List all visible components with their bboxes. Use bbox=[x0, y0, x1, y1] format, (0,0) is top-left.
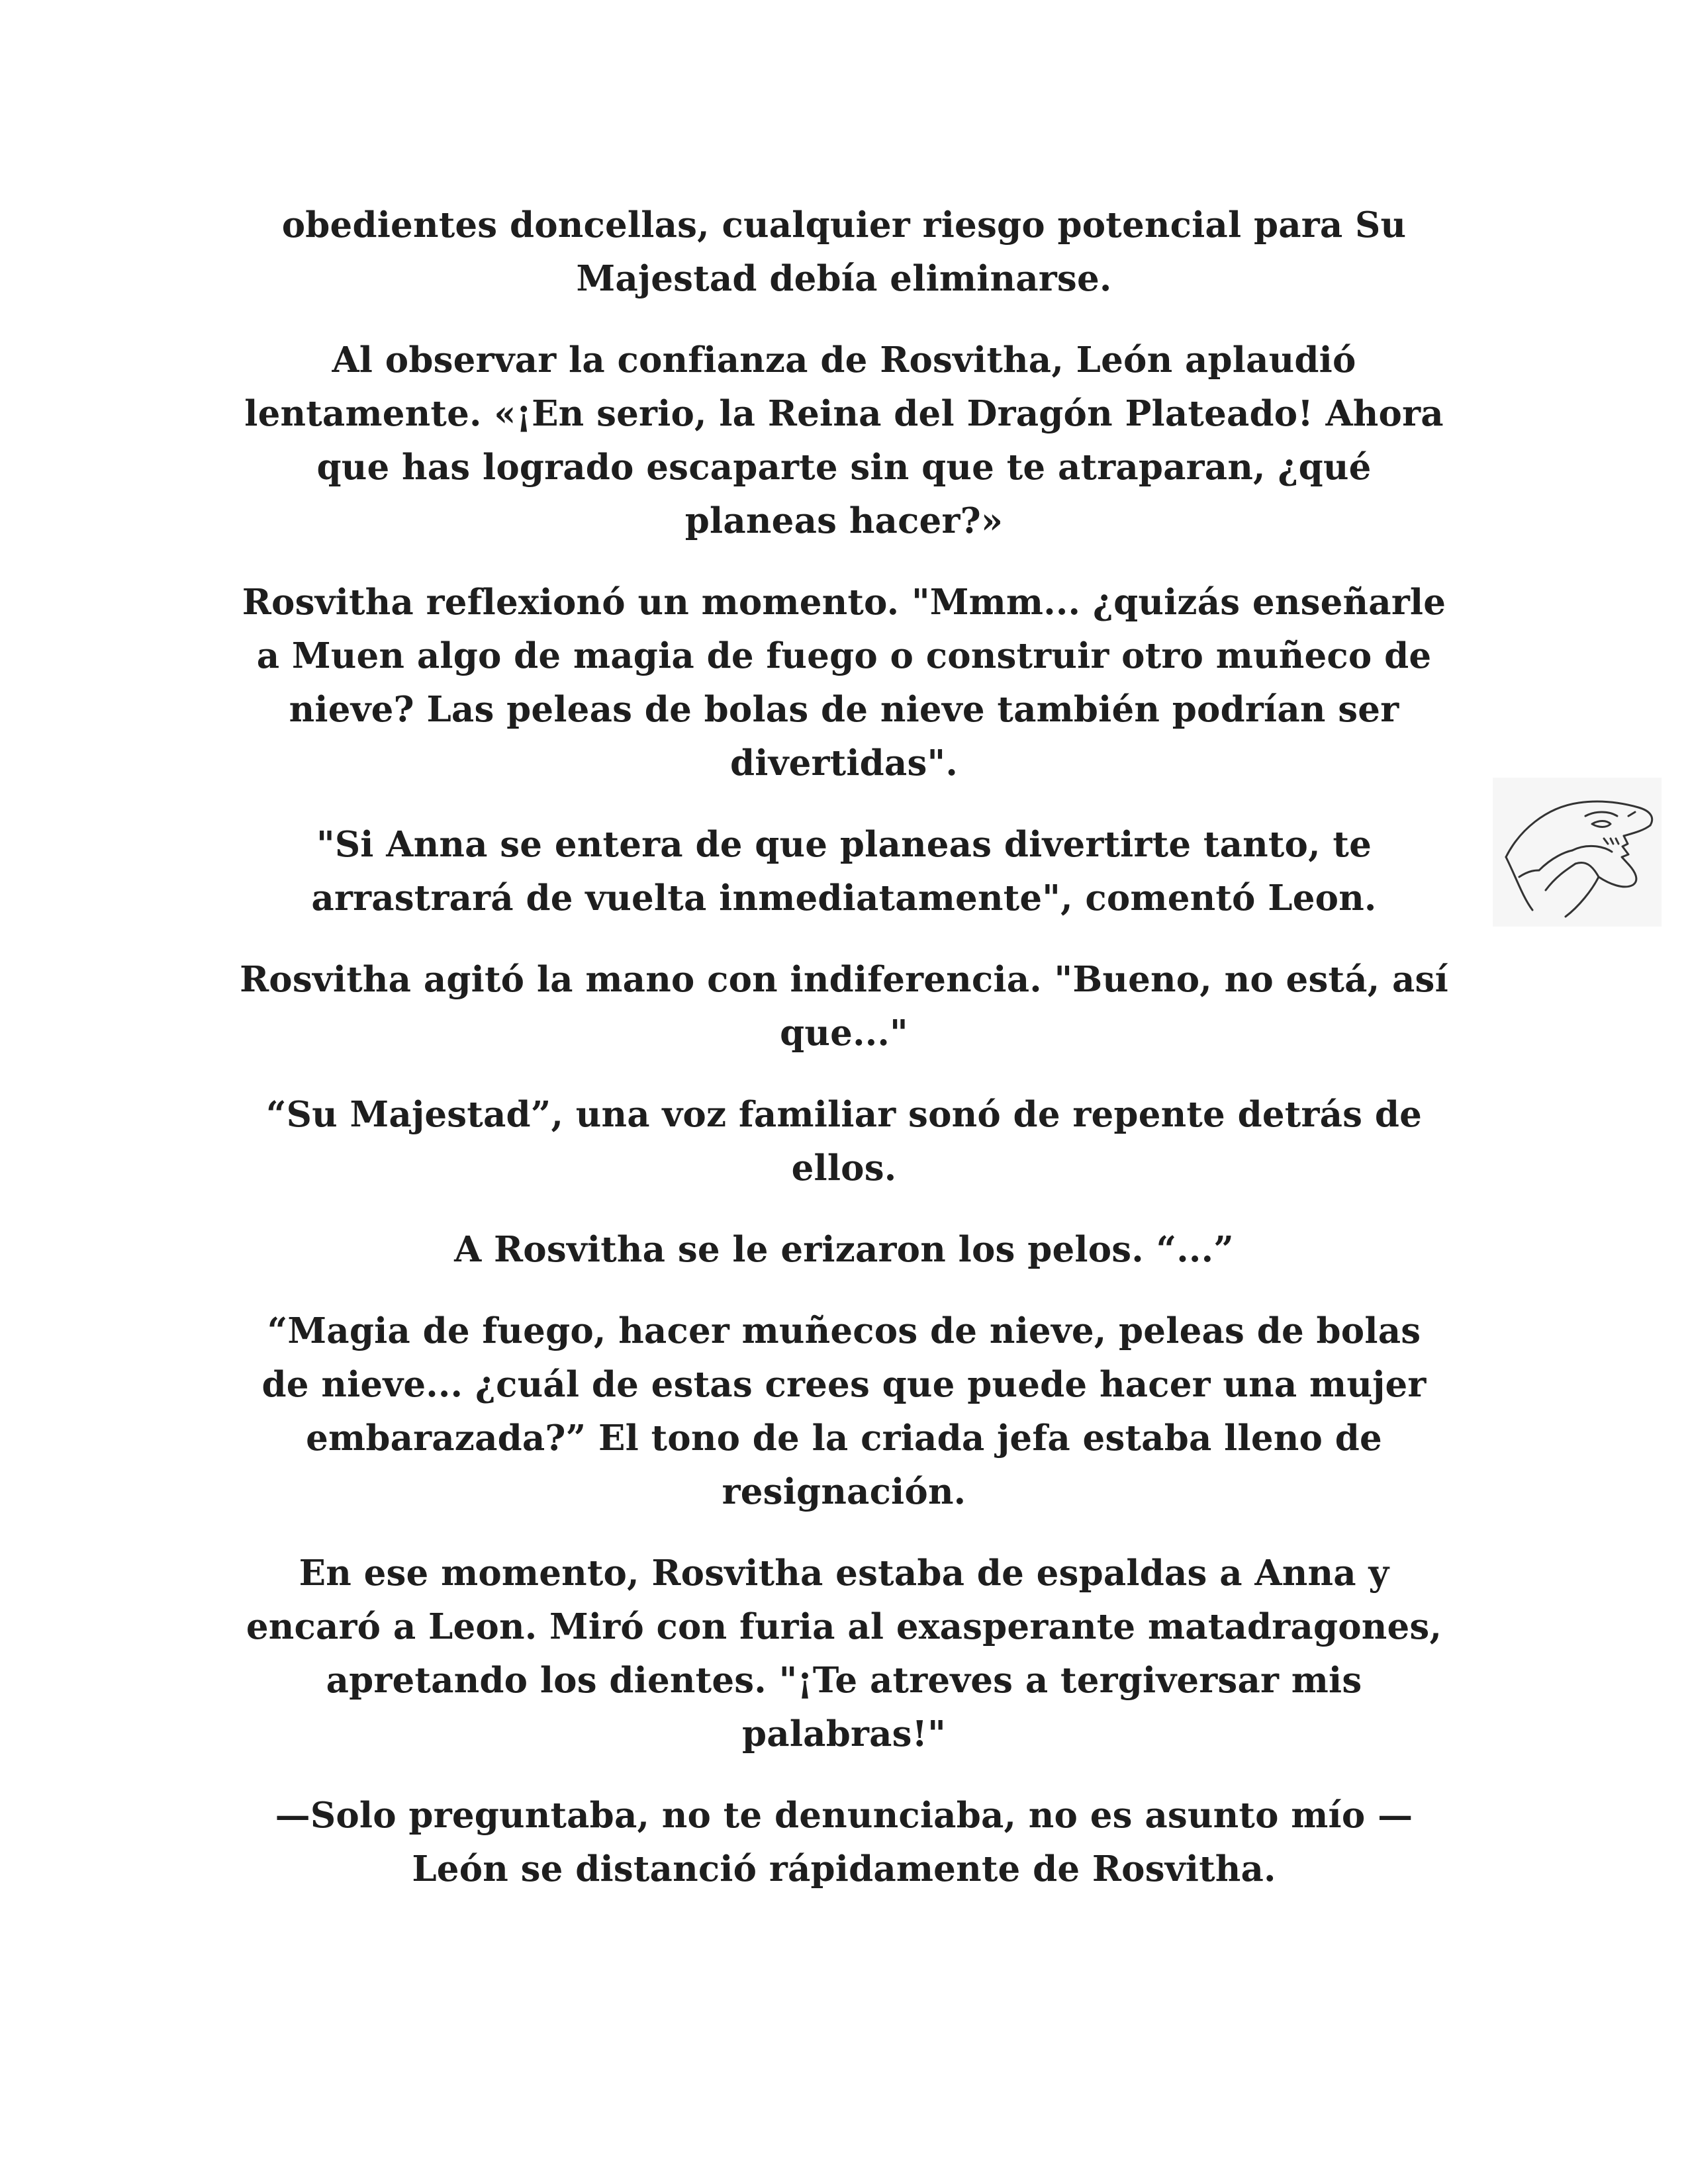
paragraph-7: A Rosvitha se le erizaron los pelos. “...” bbox=[454, 1229, 1234, 1270]
paragraph-10: —Solo preguntaba, no te denunciaba, no es asunto mío —León se distanció rápidamente de Rosvitha. bbox=[275, 1795, 1413, 1889]
paragraph-8: “Magia de fuego, hacer muñecos de nieve, peleas de bolas de nieve... ¿cuál de estas crees que puede hacer una mujer embarazada?” El tono de la criada jefa estaba lleno de resignación. bbox=[261, 1310, 1427, 1512]
paragraph-1: obedientes doncellas, cualquier riesgo potencial para Su Majestad debía eliminarse. bbox=[281, 205, 1407, 299]
paragraph-4: "Si Anna se entera de que planeas divertirte tanto, te arrastrará de vuelta inmediatamente", comentó Leon. bbox=[311, 824, 1377, 919]
dinosaur-head-icon bbox=[1493, 778, 1662, 927]
paragraph-3: Rosvitha reflexionó un momento. "Mmm... ¿quizás enseñarle a Muen algo de magia de fuego o construir otro muñeco de nieve? Las peleas de bolas de nieve también podrían ser divertidas". bbox=[242, 582, 1446, 784]
document-page bbox=[238, 199, 1450, 1924]
paragraph-2: Al observar la confianza de Rosvitha, León aplaudió lentamente. «¡En serio, la Reina del Dragón Plateado! Ahora que has logrado escaparte sin que te atraparan, ¿qué planeas hacer?» bbox=[244, 340, 1444, 541]
paragraph-9: En ese momento, Rosvitha estaba de espaldas a Anna y encaró a Leon. Miró con furia al exasperante matadragones, apretando los dientes. "¡Te atreves a tergiversar mis palabras!" bbox=[246, 1553, 1442, 1754]
paragraph-6: “Su Majestad”, una voz familiar sonó de repente detrás de ellos. bbox=[265, 1094, 1422, 1189]
paragraph-5: Rosvitha agitó la mano con indiferencia. "Bueno, no está, así que..." bbox=[240, 959, 1448, 1054]
